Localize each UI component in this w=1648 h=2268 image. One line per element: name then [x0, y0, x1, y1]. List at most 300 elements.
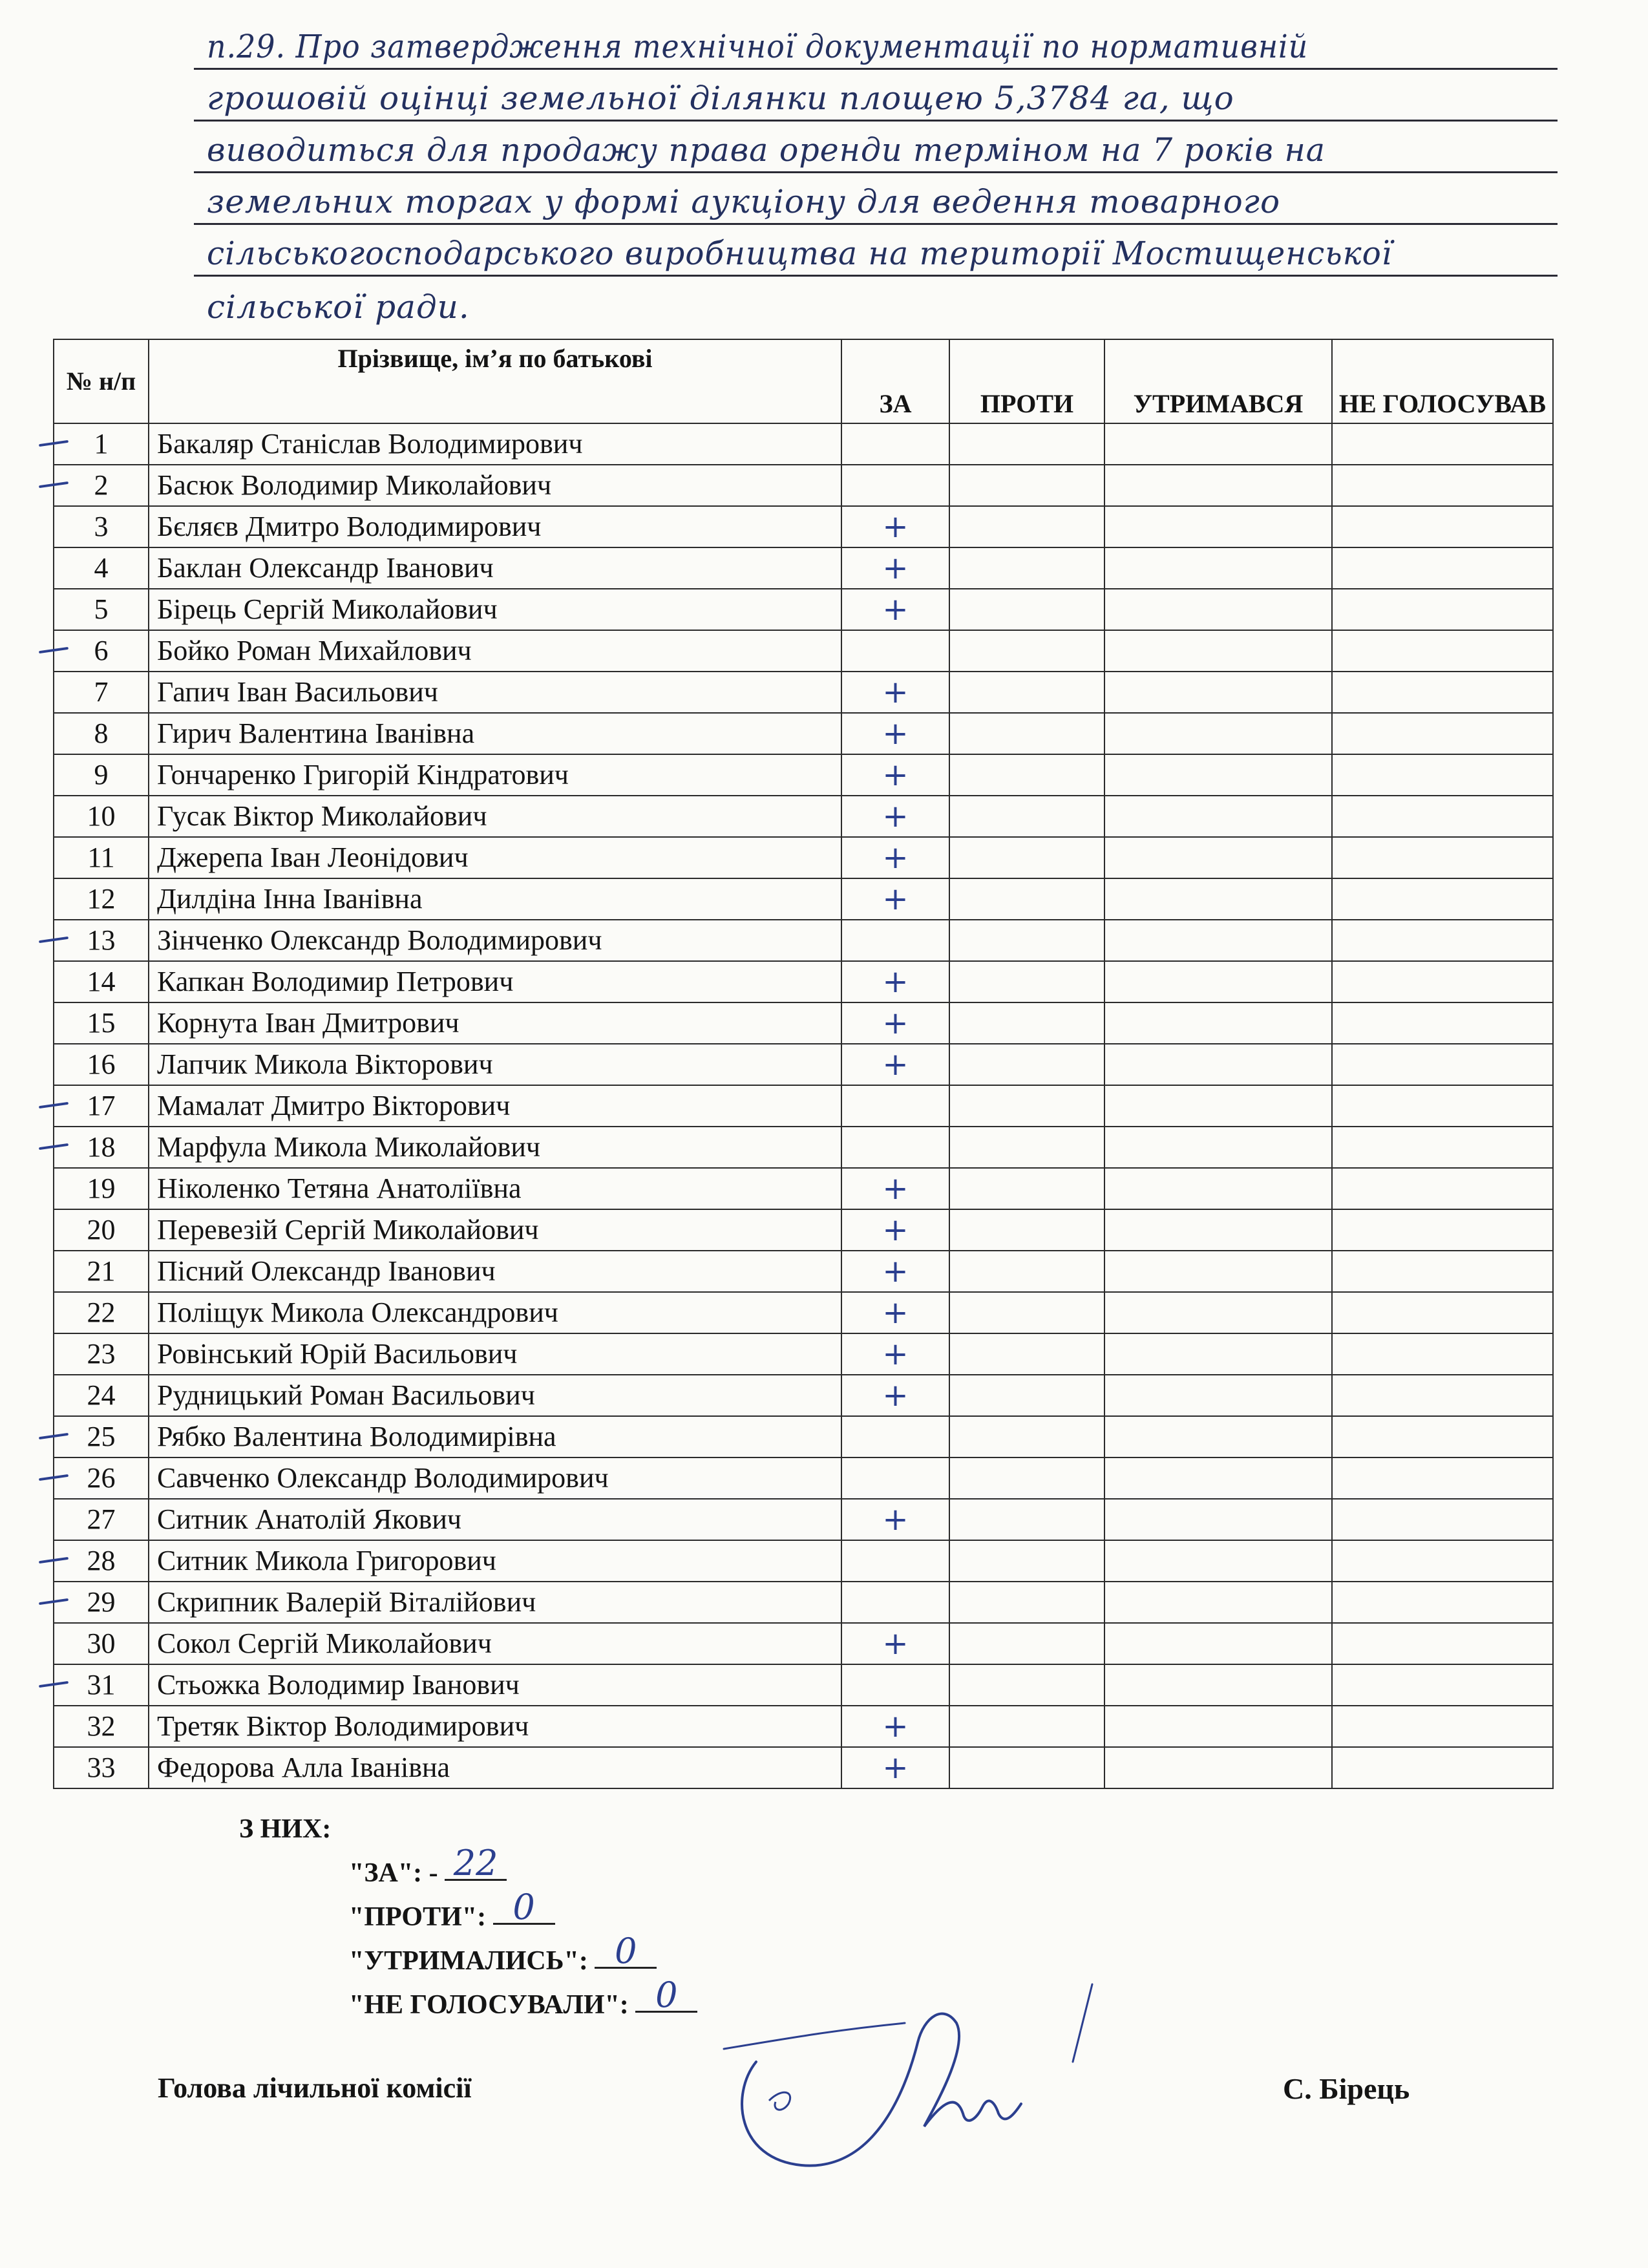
table-row [54, 1333, 1553, 1375]
row-number [54, 878, 149, 920]
row-number-text: 24 [87, 1379, 116, 1411]
table-row [54, 630, 1553, 672]
row-number-text: 10 [87, 800, 116, 832]
vote-abstained-cell [1104, 713, 1332, 754]
vote-abstained-cell [1104, 1416, 1332, 1457]
table-row [54, 1375, 1553, 1416]
vote-against-cell [949, 1251, 1104, 1292]
member-name: Джерепа Іван Леонідович [149, 837, 841, 878]
table-body [54, 423, 1553, 1788]
vote-against-cell [949, 1457, 1104, 1499]
member-name: Ніколенко Тетяна Анатоліївна [149, 1168, 841, 1209]
row-number-text: 14 [87, 966, 116, 997]
table-row [54, 465, 1553, 506]
vote-abstained-cell [1104, 1499, 1332, 1540]
heading-text: грошовій оцінці земельної ділянки площею 5,3784 га, що [207, 79, 1234, 117]
table-row [54, 1044, 1553, 1085]
member-name: Скрипник Валерій Віталійович [149, 1582, 841, 1623]
member-name: Бірець Сергій Миколайович [149, 589, 841, 630]
row-number-text: 21 [87, 1255, 116, 1287]
row-number-text: 20 [87, 1214, 116, 1245]
vote-abstained-cell [1104, 506, 1332, 547]
totals-heading: З НИХ: [239, 1814, 332, 1844]
heading-line [194, 173, 1558, 225]
row-number-text: 3 [94, 511, 109, 542]
vote-not-voted-cell [1332, 1127, 1553, 1168]
row-number [54, 1251, 149, 1292]
vote-not-voted-cell [1332, 1168, 1553, 1209]
vote-for-cell: + [841, 837, 949, 878]
vote-for-cell: + [841, 672, 949, 713]
table-row [54, 920, 1553, 961]
row-number [54, 506, 149, 547]
vote-abstained-cell [1104, 1540, 1332, 1582]
table-row [54, 713, 1553, 754]
row-number [54, 1664, 149, 1706]
row-number-text: 19 [87, 1172, 116, 1204]
vote-abstained-cell [1104, 1747, 1332, 1788]
vote-for-cell: + [841, 1168, 949, 1209]
member-name: Капкан Володимир Петрович [149, 961, 841, 1002]
vote-against-cell [949, 754, 1104, 796]
vote-for-cell: + [841, 589, 949, 630]
row-number-text: 13 [87, 924, 116, 956]
member-name: Бакаляр Станіслав Володимирович [149, 423, 841, 465]
vote-against-cell [949, 589, 1104, 630]
member-name: Рудницький Роман Васильович [149, 1375, 841, 1416]
row-number [54, 1582, 149, 1623]
vote-abstained-cell [1104, 1127, 1332, 1168]
heading-text: земельних торгах у формі аукціону для ведення товарного [207, 183, 1281, 220]
vote-abstained-cell [1104, 920, 1332, 961]
vote-against-cell [949, 1002, 1104, 1044]
vote-for-cell: + [841, 547, 949, 589]
vote-not-voted-cell [1332, 1416, 1553, 1457]
vote-for-cell: + [841, 796, 949, 837]
vote-not-voted-cell [1332, 837, 1553, 878]
vote-against-cell [949, 1623, 1104, 1664]
row-number [54, 1499, 149, 1540]
vote-for-cell [841, 630, 949, 672]
vote-against-cell [949, 920, 1104, 961]
member-name: Ситник Микола Григорович [149, 1540, 841, 1582]
row-number [54, 1002, 149, 1044]
vote-not-voted-cell [1332, 1209, 1553, 1251]
absent-dash-mark [39, 1681, 69, 1688]
member-name: Сокол Сергій Миколайович [149, 1623, 841, 1664]
vote-abstained-cell [1104, 878, 1332, 920]
vote-for-cell: + [841, 1499, 949, 1540]
row-number [54, 837, 149, 878]
member-name: Мамалат Дмитро Вікторович [149, 1085, 841, 1127]
vote-abstained-cell [1104, 1292, 1332, 1333]
table-row [54, 1540, 1553, 1582]
row-number [54, 1044, 149, 1085]
vote-abstained-cell [1104, 547, 1332, 589]
heading-text: виводиться для продажу права оренди терміном на 7 років на [207, 131, 1326, 169]
vote-not-voted-cell [1332, 547, 1553, 589]
vote-abstained-cell [1104, 1664, 1332, 1706]
vote-not-voted-cell [1332, 920, 1553, 961]
table-row [54, 1292, 1553, 1333]
vote-for-cell [841, 1457, 949, 1499]
member-name: Рябко Валентина Володимирівна [149, 1416, 841, 1457]
vote-for-cell: + [841, 961, 949, 1002]
vote-for-cell [841, 1127, 949, 1168]
row-number [54, 547, 149, 589]
vote-for-cell: + [841, 1292, 949, 1333]
column-header-abstained: УТРИМАВСЯ [1104, 339, 1332, 423]
table-row [54, 796, 1553, 837]
member-name: Пісний Олександр Іванович [149, 1251, 841, 1292]
row-number [54, 1333, 149, 1375]
vote-for-cell [841, 1582, 949, 1623]
row-number-text: 33 [87, 1752, 116, 1783]
vote-abstained-cell [1104, 1706, 1332, 1747]
vote-against-cell [949, 672, 1104, 713]
vote-not-voted-cell [1332, 1457, 1553, 1499]
row-number-text: 28 [87, 1545, 116, 1576]
vote-not-voted-cell [1332, 1582, 1553, 1623]
row-number [54, 796, 149, 837]
column-header-for: ЗА [841, 339, 949, 423]
row-number-text: 29 [87, 1586, 116, 1618]
vote-abstained-cell [1104, 1209, 1332, 1251]
row-number-text: 4 [94, 552, 109, 584]
vote-against-cell [949, 423, 1104, 465]
table-row [54, 1127, 1553, 1168]
heading-text: сільської ради. [207, 288, 470, 326]
absent-dash-mark [39, 1102, 69, 1108]
vote-against-cell [949, 1333, 1104, 1375]
row-number-text: 23 [87, 1338, 116, 1370]
totals-against-row [349, 1887, 697, 1939]
row-number-text: 12 [87, 883, 116, 915]
table-row [54, 589, 1553, 630]
vote-abstained-cell [1104, 1168, 1332, 1209]
vote-against-cell [949, 1540, 1104, 1582]
vote-not-voted-cell [1332, 465, 1553, 506]
row-number-text: 8 [94, 717, 109, 749]
absent-dash-mark [39, 440, 69, 447]
vote-for-cell: + [841, 1706, 949, 1747]
absent-dash-mark [39, 647, 69, 653]
row-number-text: 31 [87, 1669, 116, 1701]
vote-for-cell: + [841, 1375, 949, 1416]
heading-line [194, 225, 1558, 277]
row-number-text: 32 [87, 1710, 116, 1742]
table-row [54, 878, 1553, 920]
vote-not-voted-cell [1332, 796, 1553, 837]
vote-for-cell [841, 465, 949, 506]
vote-not-voted-cell [1332, 1002, 1553, 1044]
totals-not-voted-row [349, 1975, 697, 2027]
vote-not-voted-cell [1332, 1044, 1553, 1085]
vote-for-cell: + [841, 1747, 949, 1788]
row-number [54, 1623, 149, 1664]
row-number-text: 30 [87, 1627, 116, 1659]
totals-abstained-row [349, 1931, 697, 1983]
row-number-text: 5 [94, 593, 109, 625]
member-name: Дилдіна Інна Іванівна [149, 878, 841, 920]
vote-not-voted-cell [1332, 1747, 1553, 1788]
vote-for-cell: + [841, 1209, 949, 1251]
totals-not-voted-label: "НЕ ГОЛОСУВАЛИ": [349, 1990, 629, 2020]
member-name: Гирич Валентина Іванівна [149, 713, 841, 754]
row-number-text: 2 [94, 469, 109, 501]
vote-against-cell [949, 1706, 1104, 1747]
row-number-text: 17 [87, 1090, 116, 1121]
row-number-text: 9 [94, 759, 109, 790]
vote-against-cell [949, 1747, 1104, 1788]
member-name: Гапич Іван Васильович [149, 672, 841, 713]
vote-against-cell [949, 1664, 1104, 1706]
row-number-text: 22 [87, 1297, 116, 1328]
row-number [54, 961, 149, 1002]
vote-abstained-cell [1104, 1457, 1332, 1499]
vote-not-voted-cell [1332, 1251, 1553, 1292]
vote-abstained-cell [1104, 796, 1332, 837]
vote-for-cell: + [841, 1251, 949, 1292]
vote-against-cell [949, 1582, 1104, 1623]
table-row [54, 506, 1553, 547]
vote-against-cell [949, 961, 1104, 1002]
vote-for-cell: + [841, 1002, 949, 1044]
vote-abstained-cell [1104, 630, 1332, 672]
heading-line [194, 122, 1558, 173]
totals-block [239, 1807, 697, 2027]
member-name: Баклан Олександр Іванович [149, 547, 841, 589]
row-number [54, 423, 149, 465]
row-number [54, 1085, 149, 1127]
table-row [54, 1457, 1553, 1499]
vote-for-cell: + [841, 754, 949, 796]
member-name: Савченко Олександр Володимирович [149, 1457, 841, 1499]
vote-against-cell [949, 506, 1104, 547]
row-number-text: 7 [94, 676, 109, 708]
vote-against-cell [949, 796, 1104, 837]
member-name: Бойко Роман Михайлович [149, 630, 841, 672]
absent-dash-mark [39, 937, 69, 943]
row-number-text: 1 [94, 428, 109, 460]
vote-not-voted-cell [1332, 1333, 1553, 1375]
row-number-text: 16 [87, 1048, 116, 1080]
vote-not-voted-cell [1332, 1375, 1553, 1416]
row-number-text: 26 [87, 1462, 116, 1494]
vote-not-voted-cell [1332, 1623, 1553, 1664]
vote-not-voted-cell [1332, 713, 1553, 754]
member-name: Ситник Анатолій Якович [149, 1499, 841, 1540]
row-number [54, 1127, 149, 1168]
member-name: Марфула Микола Миколайович [149, 1127, 841, 1168]
member-name: Стьожка Володимир Іванович [149, 1664, 841, 1706]
vote-against-cell [949, 837, 1104, 878]
table-row [54, 961, 1553, 1002]
row-number [54, 1416, 149, 1457]
row-number [54, 1747, 149, 1788]
column-header-number: № н/п [54, 339, 149, 423]
absent-dash-mark [39, 1557, 69, 1563]
table-row [54, 1582, 1553, 1623]
vote-not-voted-cell [1332, 1292, 1553, 1333]
heading-line [194, 70, 1558, 122]
absent-dash-mark [39, 1143, 69, 1150]
vote-abstained-cell [1104, 754, 1332, 796]
heading-text: сільськогосподарського виробництва на території Мостищенської [207, 235, 1393, 272]
vote-for-cell [841, 423, 949, 465]
row-number [54, 1375, 149, 1416]
vote-against-cell [949, 878, 1104, 920]
totals-abstained-label: "УТРИМАЛИСЬ": [349, 1946, 588, 1976]
member-name: Басюк Володимир Миколайович [149, 465, 841, 506]
row-number [54, 1540, 149, 1582]
heading-text: п.29. Про затвердження технічної документації по нормативній [207, 28, 1309, 65]
table-row [54, 1499, 1553, 1540]
row-number [54, 589, 149, 630]
vote-for-cell: + [841, 713, 949, 754]
vote-not-voted-cell [1332, 1499, 1553, 1540]
member-name: Перевезій Сергій Миколайович [149, 1209, 841, 1251]
row-number [54, 465, 149, 506]
vote-abstained-cell [1104, 1333, 1332, 1375]
vote-against-cell [949, 1044, 1104, 1085]
member-name: Третяк Віктор Володимирович [149, 1706, 841, 1747]
member-name: Гончаренко Григорій Кіндратович [149, 754, 841, 796]
vote-against-cell [949, 1127, 1104, 1168]
row-number [54, 754, 149, 796]
vote-abstained-cell [1104, 1582, 1332, 1623]
vote-abstained-cell [1104, 1375, 1332, 1416]
table-row [54, 1251, 1553, 1292]
vote-not-voted-cell [1332, 1540, 1553, 1582]
table-row [54, 837, 1553, 878]
row-number-text: 27 [87, 1503, 116, 1535]
member-name: Федорова Алла Іванівна [149, 1747, 841, 1788]
commission-chair-label: Голова лічильної комісії [158, 2072, 472, 2104]
absent-dash-mark [39, 1474, 69, 1481]
vote-abstained-cell [1104, 589, 1332, 630]
column-header-against: ПРОТИ [949, 339, 1104, 423]
row-number-text: 25 [87, 1421, 116, 1452]
vote-not-voted-cell [1332, 630, 1553, 672]
totals-against-label: "ПРОТИ": [349, 1902, 487, 1932]
table-row [54, 1168, 1553, 1209]
totals-abstained-value: 0 [595, 1936, 657, 1969]
row-number-text: 11 [87, 842, 115, 873]
member-name: Корнута Іван Дмитрович [149, 1002, 841, 1044]
row-number [54, 1168, 149, 1209]
member-name: Поліщук Микола Олександрович [149, 1292, 841, 1333]
table-row [54, 1416, 1553, 1457]
handwritten-signature [711, 1965, 1163, 2210]
vote-abstained-cell [1104, 1251, 1332, 1292]
heading-line [194, 18, 1558, 70]
commission-chair-name: С. Бірець [1283, 2072, 1410, 2105]
row-number [54, 713, 149, 754]
vote-against-cell [949, 1499, 1104, 1540]
vote-not-voted-cell [1332, 506, 1553, 547]
vote-against-cell [949, 547, 1104, 589]
totals-for-value: 22 [445, 1848, 507, 1881]
table-row [54, 1664, 1553, 1706]
vote-abstained-cell [1104, 465, 1332, 506]
row-number [54, 920, 149, 961]
vote-against-cell [949, 1168, 1104, 1209]
vote-abstained-cell [1104, 1623, 1332, 1664]
vote-abstained-cell [1104, 961, 1332, 1002]
heading-line [194, 277, 1558, 328]
column-header-name: Прізвище, ім’я по батькові [149, 339, 841, 423]
row-number-text: 18 [87, 1131, 116, 1163]
absent-dash-mark [39, 482, 69, 488]
vote-against-cell [949, 630, 1104, 672]
vote-not-voted-cell [1332, 672, 1553, 713]
vote-for-cell [841, 920, 949, 961]
vote-against-cell [949, 1209, 1104, 1251]
row-number-text: 6 [94, 635, 109, 666]
row-number-text: 15 [87, 1007, 116, 1039]
vote-not-voted-cell [1332, 1085, 1553, 1127]
absent-dash-mark [39, 1433, 69, 1439]
member-name: Ровінський Юрій Васильович [149, 1333, 841, 1375]
table-row [54, 423, 1553, 465]
vote-against-cell [949, 1292, 1104, 1333]
totals-not-voted-value: 0 [635, 1980, 697, 2013]
vote-abstained-cell [1104, 672, 1332, 713]
vote-for-cell: + [841, 1333, 949, 1375]
vote-for-cell [841, 1540, 949, 1582]
row-number [54, 1292, 149, 1333]
row-number [54, 1457, 149, 1499]
totals-for-label: "ЗА": - [349, 1858, 438, 1888]
row-number [54, 1209, 149, 1251]
vote-abstained-cell [1104, 1085, 1332, 1127]
vote-not-voted-cell [1332, 423, 1553, 465]
vote-abstained-cell [1104, 423, 1332, 465]
vote-not-voted-cell [1332, 1706, 1553, 1747]
vote-for-cell: + [841, 1044, 949, 1085]
vote-for-cell: + [841, 506, 949, 547]
member-name: Бєляєв Дмитро Володимирович [149, 506, 841, 547]
vote-for-cell [841, 1085, 949, 1127]
table-row [54, 1706, 1553, 1747]
table-row [54, 1747, 1553, 1788]
column-header-not-voted: НЕ ГОЛОСУВАВ [1332, 339, 1553, 423]
vote-abstained-cell [1104, 1044, 1332, 1085]
agenda-item-heading [194, 18, 1558, 328]
table-row [54, 1002, 1553, 1044]
vote-not-voted-cell [1332, 754, 1553, 796]
member-name: Гусак Віктор Миколайович [149, 796, 841, 837]
vote-not-voted-cell [1332, 961, 1553, 1002]
vote-against-cell [949, 1416, 1104, 1457]
row-number [54, 672, 149, 713]
vote-against-cell [949, 713, 1104, 754]
table-row [54, 1623, 1553, 1664]
voting-table [53, 339, 1554, 1789]
vote-not-voted-cell [1332, 589, 1553, 630]
vote-for-cell: + [841, 878, 949, 920]
vote-against-cell [949, 1085, 1104, 1127]
table-row [54, 547, 1553, 589]
table-row [54, 1209, 1553, 1251]
row-number [54, 630, 149, 672]
vote-against-cell [949, 1375, 1104, 1416]
table-row [54, 754, 1553, 796]
member-name: Лапчик Микола Вікторович [149, 1044, 841, 1085]
member-name: Зінченко Олександр Володимирович [149, 920, 841, 961]
vote-for-cell [841, 1416, 949, 1457]
